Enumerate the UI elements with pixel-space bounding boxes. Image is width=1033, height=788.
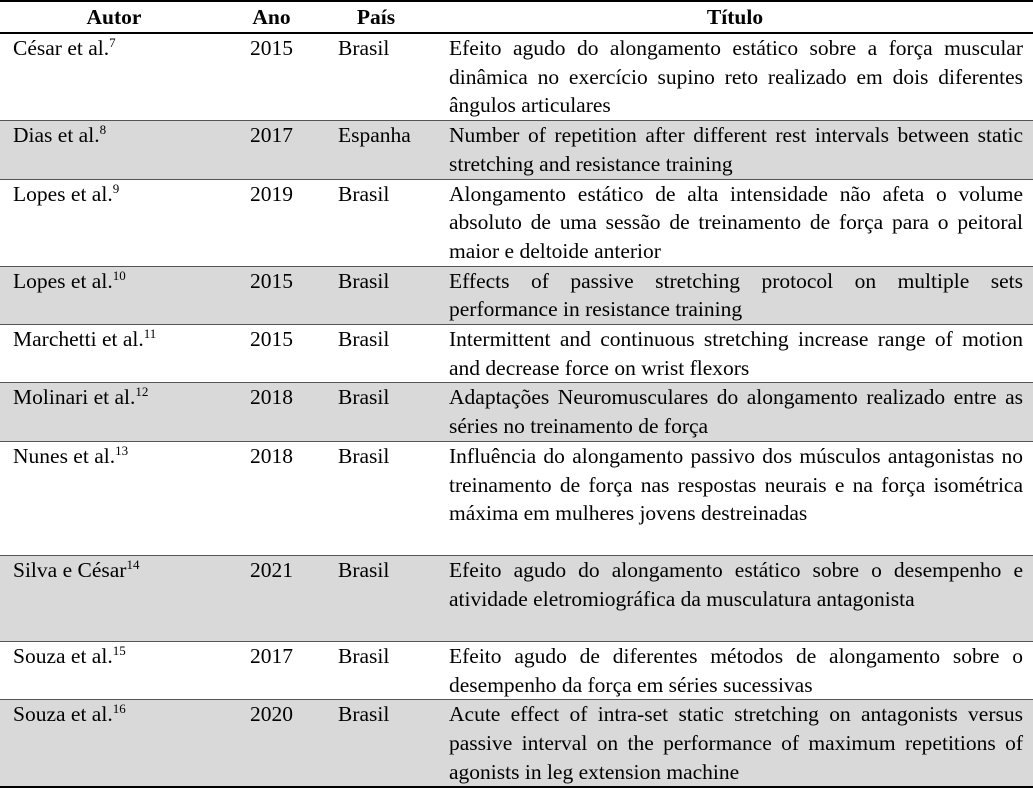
cell-ano: 2020 <box>228 700 315 788</box>
reference-number: 7 <box>109 34 116 50</box>
cell-pais: Brasil <box>338 181 390 206</box>
author-name: Molinari et al. <box>13 385 136 410</box>
reference-number: 15 <box>112 642 126 658</box>
cell-titulo: Efeito agudo do alongamento estático sobre o desempenho e atividade eletromiográfica da musculatura antagonista <box>437 555 1033 641</box>
cell-pais: Brasil <box>315 383 437 441</box>
table-row <box>0 179 1033 266</box>
author-name: César et al. <box>13 36 110 60</box>
cell-pais: Brasil <box>338 443 390 468</box>
cell-autor <box>0 555 228 641</box>
cell-autor <box>0 383 228 441</box>
cell-ano: 2018 <box>228 383 315 441</box>
cell-ano: 2015 <box>228 266 315 324</box>
table-header <box>0 1 1033 33</box>
cell-titulo: Efeito agudo do alongamento estático sobre a força muscular dinâmica no exercício supino reto realizado em dois diferentes ângulos articulares <box>449 36 1023 118</box>
cell-ano: 2017 <box>228 121 315 179</box>
cell-autor <box>0 179 228 266</box>
cell-ano: 2018 <box>250 443 293 468</box>
cell-titulo: Alongamento estático de alta intensidade não afeta o volume absoluto de uma sessão de treinamento de força para o peitoral maior e deltoide anterior <box>449 181 1023 263</box>
cell-pais: Brasil <box>338 327 390 352</box>
cell-autor <box>0 325 228 383</box>
author-name: Marchetti et al. <box>13 327 144 352</box>
cell-titulo: Effects of passive stretching protocol on multiple sets performance in resistance training <box>437 266 1033 324</box>
cell-titulo: Adaptações Neuromusculares do alongamento realizado entre as séries no treinamento de força <box>437 383 1033 441</box>
author-name: Lopes et al. <box>13 268 113 293</box>
cell-autor <box>0 121 228 179</box>
header-pais: País <box>315 1 437 33</box>
cell-ano: 2015 <box>250 36 293 60</box>
reference-number: 10 <box>112 267 126 283</box>
table-row <box>0 641 1033 699</box>
cell-pais: Brasil <box>315 700 437 788</box>
table-row <box>0 441 1033 555</box>
cell-pais: Brasil <box>315 555 437 641</box>
header-row <box>0 1 1033 33</box>
cell-pais: Brasil <box>338 36 390 60</box>
cell-pais: Brasil <box>338 643 390 668</box>
author-name: Dias et al. <box>13 123 100 148</box>
cell-titulo: Influência do alongamento passivo dos músculos antagonistas no treinamento de força nas respostas neurais e na força isométrica máxima em mulheres jovens destreinadas <box>449 443 1023 526</box>
cell-pais: Espanha <box>315 121 437 179</box>
cell-autor <box>0 266 228 324</box>
cell-autor <box>0 641 228 699</box>
cell-autor <box>0 33 228 121</box>
table-body <box>0 33 1033 787</box>
cell-autor <box>0 441 228 555</box>
author-name: Silva e César <box>13 557 127 582</box>
cell-ano: 2019 <box>250 181 293 206</box>
table-row <box>0 555 1033 641</box>
table-row <box>0 266 1033 324</box>
author-name: Souza et al. <box>13 643 113 668</box>
reference-number: 9 <box>112 180 120 196</box>
cell-ano: 2017 <box>250 643 293 668</box>
reference-number: 8 <box>99 121 107 137</box>
table-row <box>0 33 1033 121</box>
author-name: Nunes et al. <box>13 443 116 468</box>
author-name: Lopes et al. <box>13 181 113 206</box>
reference-number: 11 <box>143 325 157 341</box>
cell-titulo: Number of repetition after different rest intervals between static stretching and resistance training <box>437 121 1033 179</box>
table-row <box>0 700 1033 788</box>
cell-ano: 2015 <box>250 327 293 352</box>
table-row <box>0 325 1033 383</box>
header-autor: Autor <box>0 1 228 33</box>
header-ano: Ano <box>228 1 315 33</box>
cell-autor <box>0 700 228 788</box>
cell-titulo: Acute effect of intra-set static stretching on antagonists versus passive interval on the performance of maximum repetitions of agonists in leg extension machine <box>437 700 1033 788</box>
reference-number: 16 <box>112 701 126 717</box>
table-row <box>0 121 1033 179</box>
author-name: Souza et al. <box>13 702 113 727</box>
reference-number: 12 <box>135 384 149 400</box>
table-row <box>0 383 1033 441</box>
cell-titulo: Efeito agudo de diferentes métodos de alongamento sobre o desempenho da força em séries sucessivas <box>449 643 1023 697</box>
reference-number: 14 <box>126 556 140 572</box>
header-titulo: Título <box>437 1 1033 33</box>
cell-pais: Brasil <box>315 266 437 324</box>
cell-titulo: Intermittent and continuous stretching increase range of motion and decrease force on wrist flexors <box>449 327 1023 380</box>
cell-ano: 2021 <box>228 555 315 641</box>
reference-number: 13 <box>115 442 129 458</box>
